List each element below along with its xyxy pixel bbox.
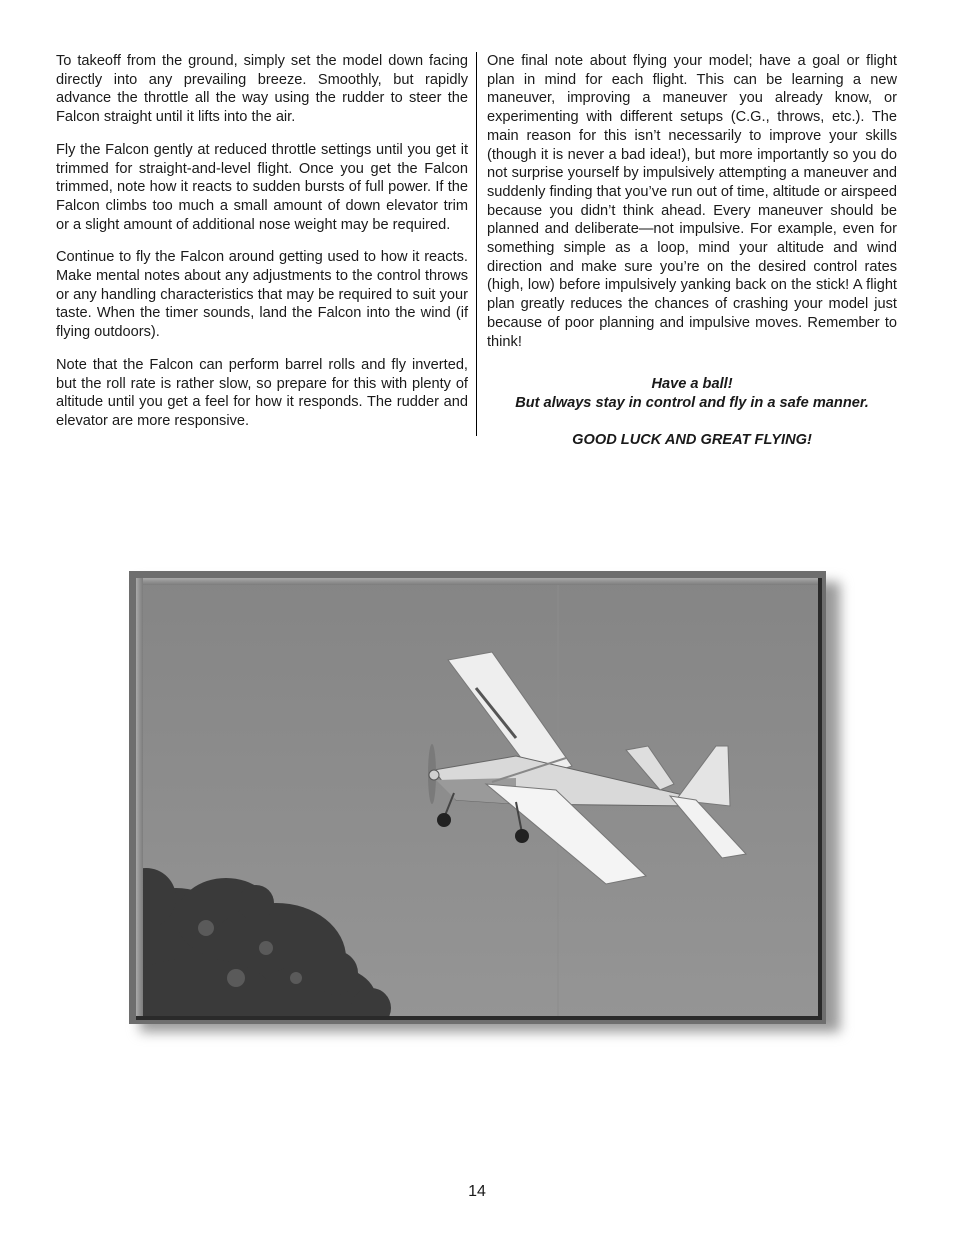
airplane-photo-frame xyxy=(129,571,826,1024)
airplane-photo xyxy=(136,578,822,1020)
handling-paragraph: Continue to fly the Falcon around getting used to how it reacts. Make mental notes about any adjustments to the control throws or any handling characteristics that may be required to suit your taste. When the timer sounds, land the Falcon into the wind (if flying outdoors). xyxy=(56,249,468,341)
left-column xyxy=(56,52,468,445)
trim-paragraph: Fly the Falcon gently at reduced throttle settings until you get it trimmed for straight-and-level flight. Once you get the Falcon trimmed, note how it reacts to sudden bursts of full power. If the Falcon climbs too much a small amount of down elevator trim or a slight amount of additional nose weight may be required. xyxy=(56,141,468,233)
airplane-in-flight-illustration xyxy=(136,578,822,1020)
column-divider xyxy=(476,52,477,436)
closing-message xyxy=(487,375,897,450)
closing-line-2: But always stay in control and fly in a safe manner. xyxy=(515,395,869,412)
aerobatics-paragraph: Note that the Falcon can perform barrel rolls and fly inverted, but the roll rate is rather slow, so prepare for this with plenty of altitude until you get a feel for how it responds. The rudder and elevator are more responsive. xyxy=(56,356,468,429)
flight-plan-paragraph: One final note about flying your model; have a goal or flight plan in mind for each flight. This can be learning a new maneuver, improving a maneuver you already know, or experimenting with different setups (C.G., throws, etc.). The main reason for this isn’t necessarily to improve your skills (though it is never a bad idea!), but more importantly so you do not surprise yourself by impulsively attempting a maneuver and suddenly finding that you’ve run out of time, altitude or airspeed because you didn’t think ahead. Every maneuver should be planned and deliberate—not impulsive. For example, even for something simple as a loop, mind your altitude and wind direction and make sure you’re on the desired control rates (high, low) before impulsively yanking back on the stick! A flight plan greatly reduces the chances of crashing your model just because of poor planning and impulsive moves. Remember to think! xyxy=(487,53,897,350)
takeoff-paragraph: To takeoff from the ground, simply set the model down facing directly into any prevailing breeze. Smoothly, but rapidly advance the throttle all the way using the rudder to steer the Falcon straight until it lifts into the air. xyxy=(56,53,468,126)
closing-line-1: Have a ball! xyxy=(651,376,733,393)
right-column xyxy=(487,52,897,450)
closing-line-3: GOOD LUCK AND GREAT FLYING! xyxy=(572,432,812,449)
page-number: 14 xyxy=(468,1183,486,1200)
